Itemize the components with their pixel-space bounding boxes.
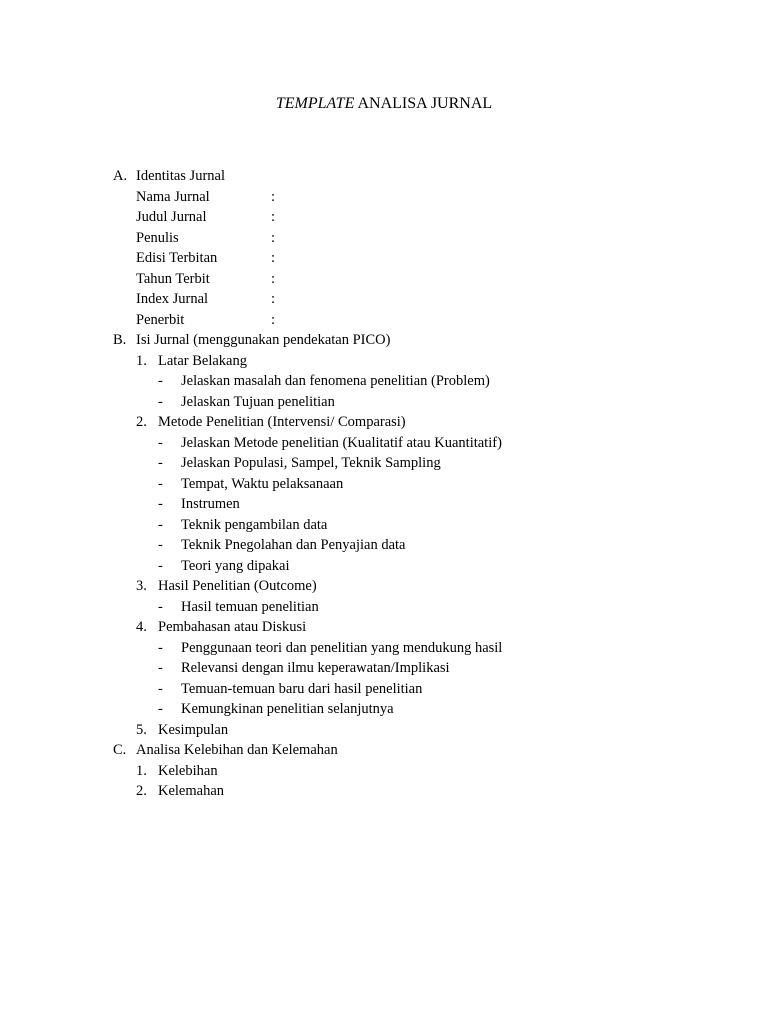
subsection-label: Kelemahan bbox=[158, 783, 225, 799]
subsection-marker: 4. bbox=[136, 619, 147, 635]
dash-marker: - bbox=[158, 373, 163, 389]
field-colon: : bbox=[271, 209, 276, 225]
subsection-marker: 2. bbox=[136, 414, 147, 430]
bullet-text: Temuan-temuan baru dari hasil penelitian bbox=[181, 681, 423, 697]
bullet-text: Kemungkinan penelitian selanjutnya bbox=[181, 701, 394, 717]
subsection-label: Hasil Penelitian (Outcome) bbox=[158, 578, 317, 594]
section-marker: A. bbox=[113, 168, 128, 184]
subsection-marker: 2. bbox=[136, 783, 147, 799]
field-colon: : bbox=[271, 230, 276, 246]
dash-marker: - bbox=[158, 455, 163, 471]
bullet-text: Jelaskan Metode penelitian (Kualitatif atau Kuantitatif) bbox=[181, 435, 502, 451]
subsection-marker: 1. bbox=[136, 353, 147, 369]
field-colon: : bbox=[271, 312, 276, 328]
dash-marker: - bbox=[158, 599, 163, 615]
field-label: Judul Jurnal bbox=[136, 209, 207, 225]
dash-marker: - bbox=[158, 660, 163, 676]
bullet-text: Penggunaan teori dan penelitian yang mendukung hasil bbox=[181, 640, 503, 656]
dash-marker: - bbox=[158, 496, 163, 512]
dash-marker: - bbox=[158, 681, 163, 697]
bullet-text: Jelaskan Tujuan penelitian bbox=[181, 394, 335, 410]
dash-marker: - bbox=[158, 537, 163, 553]
dash-marker: - bbox=[158, 476, 163, 492]
subsection-label: Kesimpulan bbox=[158, 722, 229, 738]
subsection-marker: 1. bbox=[136, 763, 147, 779]
bullet-text: Hasil temuan penelitian bbox=[181, 599, 319, 615]
bullet-text: Teknik Pnegolahan dan Penyajian data bbox=[181, 537, 406, 553]
section-label: Analisa Kelebihan dan Kelemahan bbox=[136, 742, 338, 758]
bullet-text: Teknik pengambilan data bbox=[181, 517, 328, 533]
subsection-label: Pembahasan atau Diskusi bbox=[158, 619, 307, 635]
bullet-text: Jelaskan Populasi, Sampel, Teknik Sampling bbox=[181, 455, 441, 471]
bullet-text: Jelaskan masalah dan fenomena penelitian (Problem) bbox=[181, 373, 490, 389]
section-label: Isi Jurnal (menggunakan pendekatan PICO) bbox=[136, 332, 391, 348]
subsection-marker: 5. bbox=[136, 722, 147, 738]
section-marker: B. bbox=[113, 332, 127, 348]
dash-marker: - bbox=[158, 701, 163, 717]
subsection-label: Latar Belakang bbox=[158, 353, 247, 369]
dash-marker: - bbox=[158, 640, 163, 656]
title-italic: TEMPLATE bbox=[275, 95, 355, 112]
field-label: Index Jurnal bbox=[136, 291, 209, 307]
dash-marker: - bbox=[158, 394, 163, 410]
field-colon: : bbox=[271, 250, 276, 266]
dash-marker: - bbox=[158, 435, 163, 451]
subsection-marker: 3. bbox=[136, 578, 147, 594]
field-colon: : bbox=[271, 291, 276, 307]
section-marker: C. bbox=[113, 742, 127, 758]
subsection-label: Metode Penelitian (Intervensi/ Comparasi) bbox=[158, 414, 406, 430]
dash-marker: - bbox=[158, 558, 163, 574]
field-colon: : bbox=[271, 271, 276, 287]
title-rest: ANALISA JURNAL bbox=[354, 95, 493, 112]
field-label: Penerbit bbox=[136, 312, 185, 328]
field-colon: : bbox=[271, 189, 276, 205]
field-label: Edisi Terbitan bbox=[136, 250, 218, 266]
document-title bbox=[0, 94, 768, 114]
dash-marker: - bbox=[158, 517, 163, 533]
bullet-text: Tempat, Waktu pelaksanaan bbox=[181, 476, 344, 492]
bullet-text: Teori yang dipakai bbox=[181, 558, 290, 574]
bullet-text: Relevansi dengan ilmu keperawatan/Implikasi bbox=[181, 660, 450, 676]
section-label: Identitas Jurnal bbox=[136, 168, 225, 184]
subsection-label: Kelebihan bbox=[158, 763, 218, 779]
bullet-text: Instrumen bbox=[181, 496, 240, 512]
field-label: Nama Jurnal bbox=[136, 189, 210, 205]
field-label: Tahun Terbit bbox=[136, 271, 210, 287]
field-label: Penulis bbox=[136, 230, 179, 246]
